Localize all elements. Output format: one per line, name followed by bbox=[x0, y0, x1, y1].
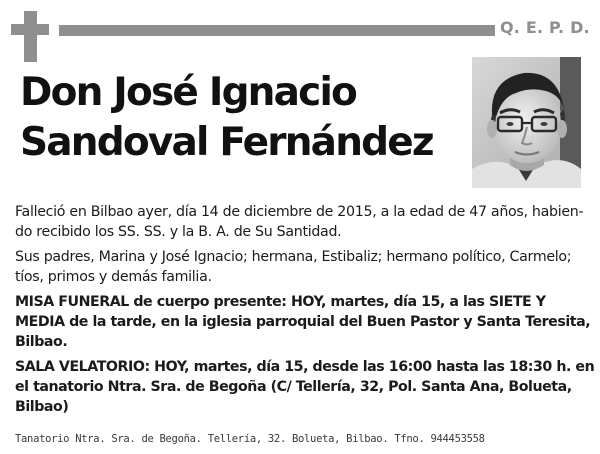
obituary-body bbox=[15, 202, 595, 417]
text-line: MEDIA de la tarde, en la iglesia parroquial del Buen Pastor y Santa Teresita, bbox=[15, 314, 591, 330]
name-line-2: Sandoval Fernández bbox=[20, 120, 433, 165]
text-line: Bilbao) bbox=[15, 399, 69, 415]
text-line: tíos, primos y demás familia. bbox=[15, 269, 212, 285]
text-line: el tanatorio Ntra. Sra. de Begoña (C/ Tellería, 32, Pol. Santa Ana, Bolueta, bbox=[15, 379, 572, 395]
header-rule bbox=[59, 25, 495, 36]
name-line-1: Don José Ignacio bbox=[20, 70, 357, 115]
cross-icon-bar bbox=[11, 24, 49, 35]
death-notice-paragraph bbox=[15, 202, 585, 242]
funeral-mass-paragraph bbox=[15, 292, 591, 352]
portrait-photo bbox=[472, 57, 581, 188]
text-line: SALA VELATORIO: HOY, martes, día 15, desde las 16:00 hasta las 18:30 h. en bbox=[15, 359, 595, 375]
text-line: Falleció en Bilbao ayer, día 14 de diciembre de 2015, a la edad de 47 años, habien- bbox=[15, 204, 584, 220]
funeral-home-contact: Tanatorio Ntra. Sra. de Begoña. Tellería, 32. Bolueta, Bilbao. Tfno. 944453558 bbox=[15, 433, 485, 445]
text-line: do recibido los SS. SS. y la B. A. de Su Santidad. bbox=[15, 224, 342, 240]
text-line: Bilbao. bbox=[15, 334, 68, 350]
text-line: Sus padres, Marina y José Ignacio; hermana, Estibaliz; hermano político, Carmelo; bbox=[15, 249, 572, 265]
qepd-label: Q. E. P. D. bbox=[500, 18, 590, 37]
family-paragraph bbox=[15, 247, 585, 287]
deceased-name bbox=[20, 68, 470, 168]
wake-room-paragraph bbox=[15, 357, 595, 417]
cross-icon bbox=[24, 11, 37, 62]
text-line: MISA FUNERAL de cuerpo presente: HOY, martes, día 15, a las SIETE Y bbox=[15, 294, 546, 310]
portrait-illustration bbox=[472, 57, 581, 188]
